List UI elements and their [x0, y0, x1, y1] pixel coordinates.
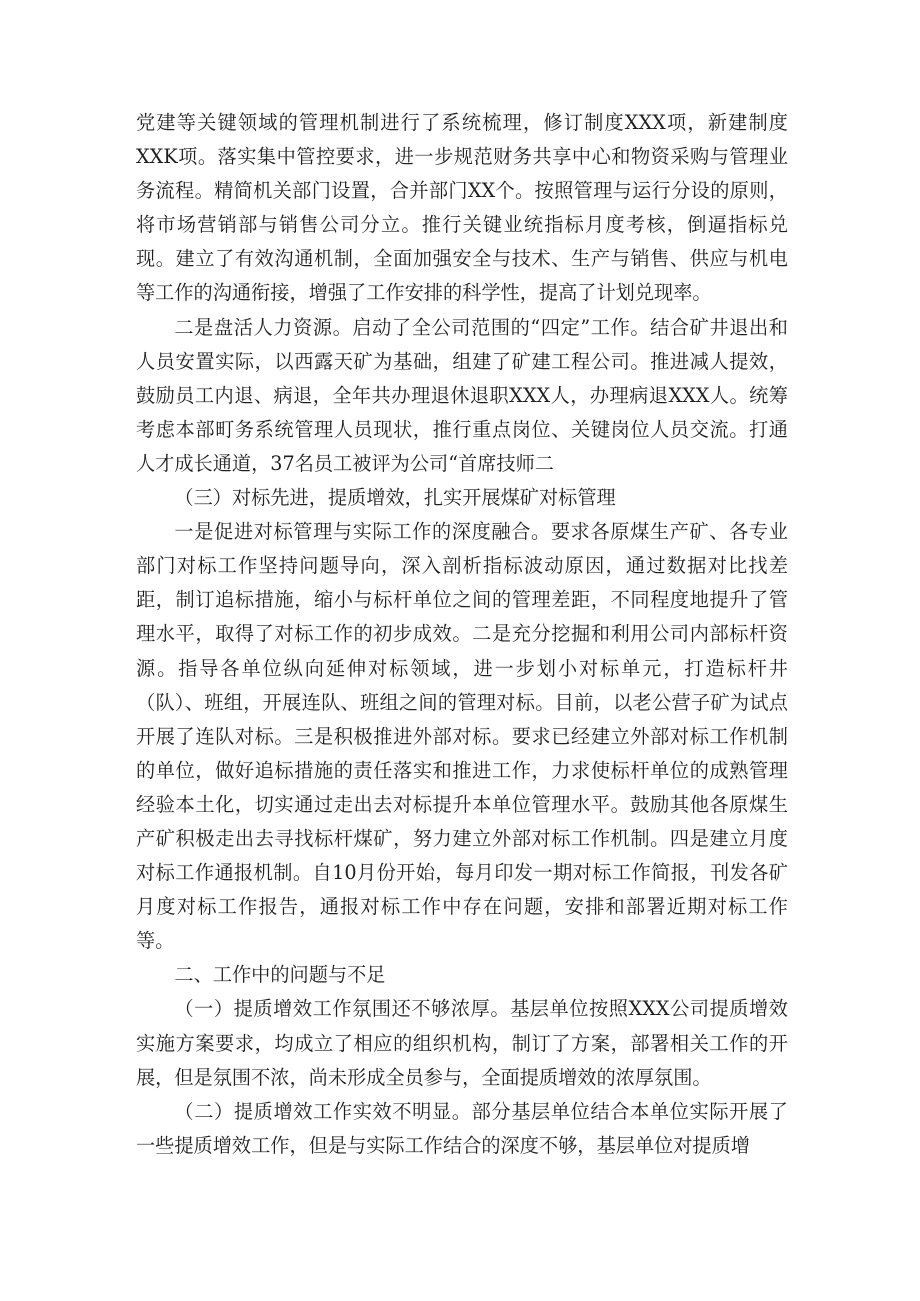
document-body	[136, 106, 788, 1163]
paragraph-benchmark-management: 一是促进对标管理与实际工作的深度融合。要求各原煤生产矿、各专业部门对标工作坚持问题导向，深入剖析指标波动原因，通过数据对比找差距，制订追标措施，缩小与标杆单位之间的管理差距，不同程度地提升了管理水平，取得了对标工作的初步成效。二是充分挖掘和利用公司内部标杆资源。指导各单位纵向延伸对标领域，进一步划小对标单元，打造标杆井（队）、班组，开展连队、班组之间的管理对标。目前，以老公营子矿为试点开展了连队对标。三是积极推进外部对标。要求已经建立外部对标工作机制的单位，做好追标措施的责任落实和推进工作，力求使标杆单位的成熟管理经验本土化，切实通过走出去对标提升本单位管理水平。鼓励其他各原煤生产矿积极走出去寻找标杆煤矿，努力建立外部对标工作机制。四是建立月度对标工作通报机制。自10月份开始，每月印发一期对标工作简报，刊发各矿月度对标工作报告，通报对标工作中存在问题，安排和部署近期对标工作等。	[136, 520, 788, 953]
paragraph-problem-effectiveness: （二）提质增效工作实效不明显。部分基层单位结合本单位实际开展了一些提质增效工作，但是与实际工作结合的深度不够，基层单位对提质增	[136, 1099, 788, 1157]
paragraph-human-resources: 二是盘活人力资源。启动了全公司范围的“四定”工作。结合矿井退出和人员安置实际，以西露天矿为基础，组建了矿建工程公司。推进减人提效，鼓励员工内退、病退，全年共办理退休退职XXX人，办理病退XXX人。统筹考虑本部町务系统管理人员现状，推行重点岗位、关键岗位人员交流。打通人才成长通道，37名员工被评为公司“首席技师二	[136, 315, 788, 475]
section-heading-problems: 二、工作中的问题与不足	[174, 963, 386, 987]
paragraph-problem-atmosphere: （一）提质增效工作氛围还不够浓厚。基层单位按照XXX公司提质增效实施方案要求，均成立了相应的组织机构，制订了方案，部署相关工作的开展，但是氛围不浓，尚未形成全员参与，全面提质增效的浓厚氛围。	[136, 997, 788, 1089]
paragraph-management-mechanism: 党建等关键领域的管理机制进行了系统梳理，修订制度XXX项，新建制度XXK项。落实集中管控要求，进一步规范财务共享中心和物资采购与管理业务流程。精简机关部门设置，合并部门XX个。按照管理与运行分设的原则，将市场营销部与销售公司分立。推行关键业统指标月度考核，倒逼指标兑现。建立了有效沟通机制，全面加强安全与技术、生产与销售、供应与机电等工作的沟通衔接，增强了工作安排的科学性，提高了计划兑现率。	[136, 111, 788, 305]
section-heading-benchmarking: （三）对标先进，提质增效，扎实开展煤矿对标管理	[174, 486, 616, 510]
